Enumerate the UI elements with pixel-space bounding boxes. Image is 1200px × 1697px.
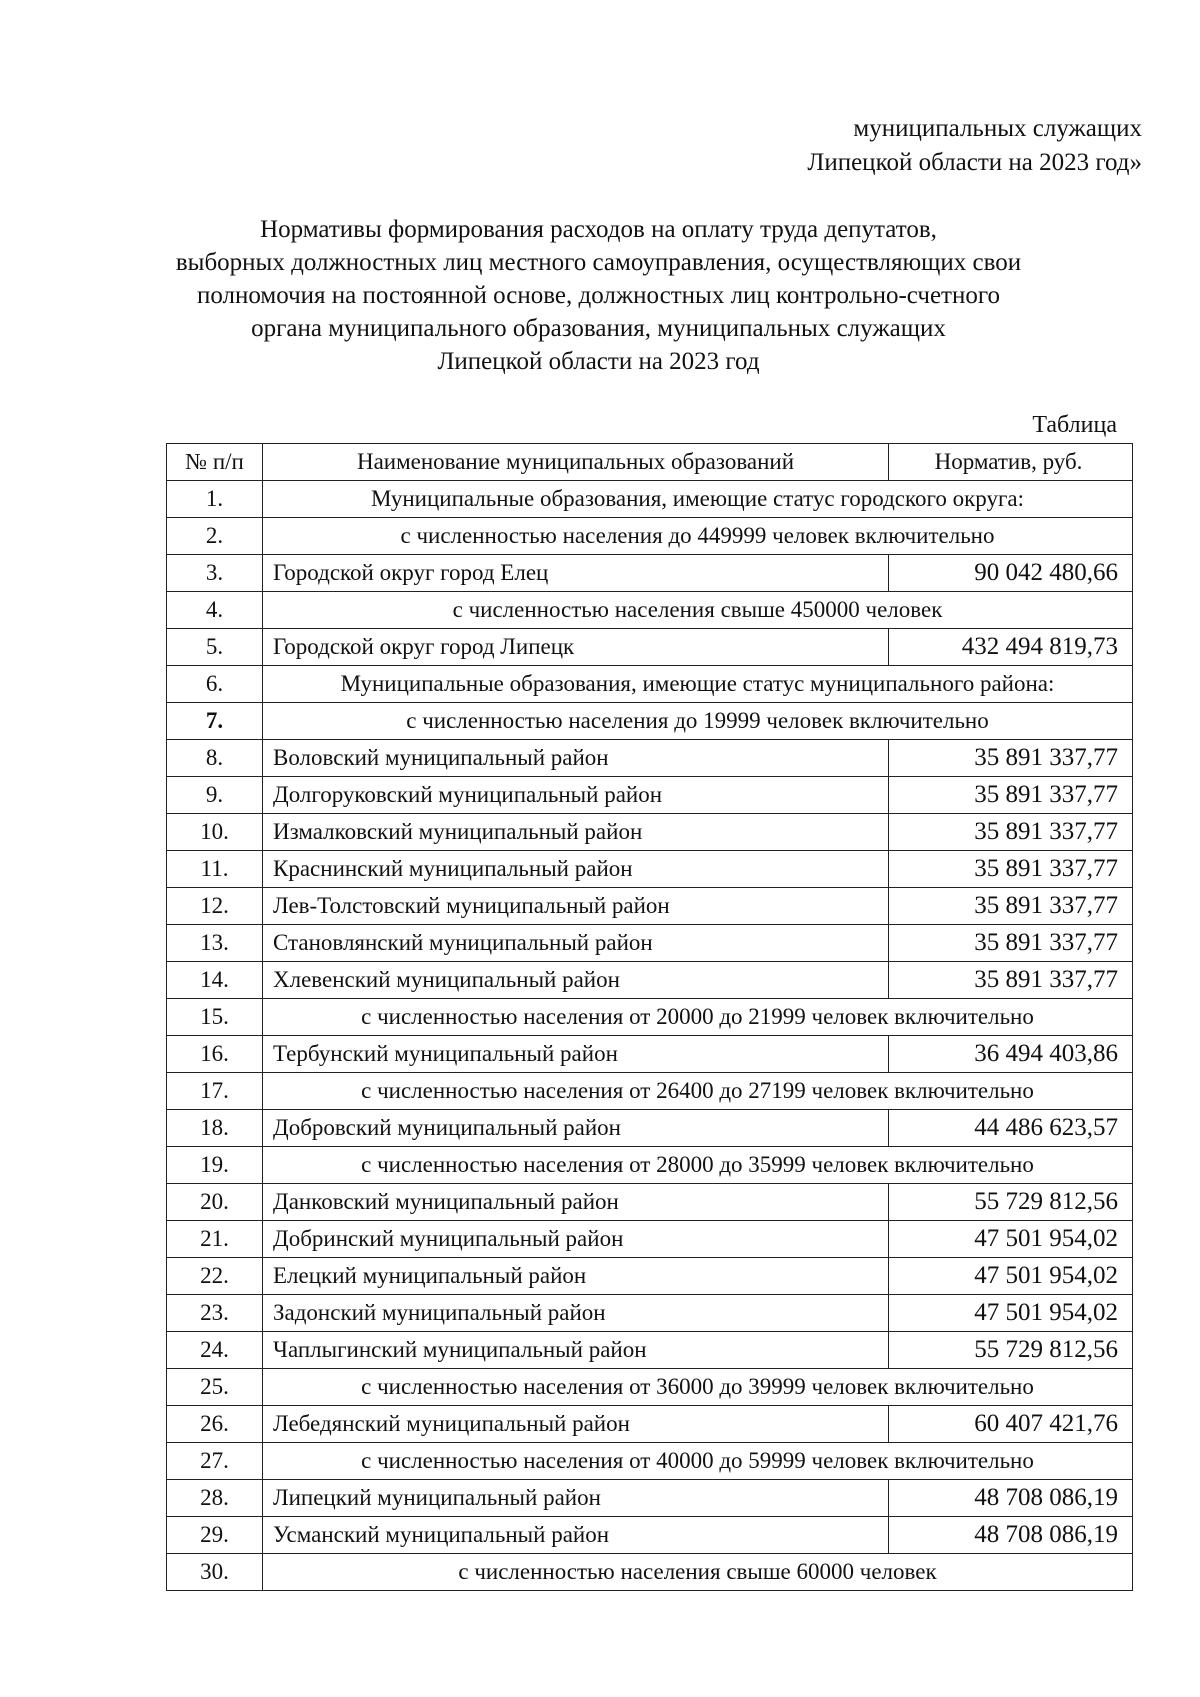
title-line-3: полномочия на постоянной основе, должностных лиц контрольно-счетного bbox=[197, 282, 1000, 309]
row-number: 1. bbox=[167, 481, 263, 518]
norm-value: 35 891 337,77 bbox=[889, 777, 1133, 814]
norm-value: 35 891 337,77 bbox=[889, 888, 1133, 925]
table-row bbox=[167, 1295, 1133, 1332]
municipality-name: Задонский муниципальный район bbox=[263, 1295, 889, 1332]
table-row bbox=[167, 962, 1133, 999]
row-number: 10. bbox=[167, 814, 263, 851]
municipality-name: Хлевенский муниципальный район bbox=[263, 962, 889, 999]
table-header-row bbox=[167, 444, 1133, 481]
table-row bbox=[167, 555, 1133, 592]
norm-value: 55 729 812,56 bbox=[889, 1184, 1133, 1221]
row-number: 24. bbox=[167, 1332, 263, 1369]
municipality-name: Тербунский муниципальный район bbox=[263, 1036, 889, 1073]
row-number: 14. bbox=[167, 962, 263, 999]
title-line-5: Липецкой области на 2023 год bbox=[437, 348, 760, 375]
row-number: 17. bbox=[167, 1073, 263, 1110]
norm-value: 60 407 421,76 bbox=[889, 1406, 1133, 1443]
title-line-4: органа муниципального образования, муниципальных служащих bbox=[251, 315, 946, 342]
municipality-name: Измалковский муниципальный район bbox=[263, 814, 889, 851]
table-row bbox=[167, 1258, 1133, 1295]
row-number: 3. bbox=[167, 555, 263, 592]
norm-value: 44 486 623,57 bbox=[889, 1110, 1133, 1147]
row-number: 5. bbox=[167, 629, 263, 666]
row-number: 23. bbox=[167, 1295, 263, 1332]
row-number: 9. bbox=[167, 777, 263, 814]
norm-value: 35 891 337,77 bbox=[889, 851, 1133, 888]
municipality-name: Краснинский муниципальный район bbox=[263, 851, 889, 888]
norm-value: 48 708 086,19 bbox=[889, 1517, 1133, 1554]
section-heading: с численностью населения от 40000 до 59999 человек включительно bbox=[263, 1443, 1133, 1480]
table-row bbox=[167, 1480, 1133, 1517]
norm-value: 47 501 954,02 bbox=[889, 1295, 1133, 1332]
table-row bbox=[167, 740, 1133, 777]
municipality-name: Лев-Толстовский муниципальный район bbox=[263, 888, 889, 925]
table-body bbox=[167, 481, 1133, 1591]
row-number: 12. bbox=[167, 888, 263, 925]
norm-value: 36 494 403,86 bbox=[889, 1036, 1133, 1073]
norm-value: 55 729 812,56 bbox=[889, 1332, 1133, 1369]
row-number: 18. bbox=[167, 1110, 263, 1147]
section-heading: с численностью населения от 28000 до 35999 человек включительно bbox=[263, 1147, 1133, 1184]
column-header-norm: Норматив, руб. bbox=[889, 444, 1133, 481]
table-label: Таблица bbox=[1032, 412, 1117, 438]
row-number: 11. bbox=[167, 851, 263, 888]
row-number: 20. bbox=[167, 1184, 263, 1221]
municipality-name: Добринский муниципальный район bbox=[263, 1221, 889, 1258]
municipality-name: Воловский муниципальный район bbox=[263, 740, 889, 777]
section-heading: с численностью населения до 449999 человек включительно bbox=[263, 518, 1133, 555]
municipality-name: Елецкий муниципальный район bbox=[263, 1258, 889, 1295]
row-number: 2. bbox=[167, 518, 263, 555]
section-row bbox=[167, 1554, 1133, 1591]
table-row bbox=[167, 851, 1133, 888]
section-heading: Муниципальные образования, имеющие статус городского округа: bbox=[263, 481, 1133, 518]
section-row bbox=[167, 518, 1133, 555]
norm-value: 90 042 480,66 bbox=[889, 555, 1133, 592]
row-number: 19. bbox=[167, 1147, 263, 1184]
section-row bbox=[167, 1443, 1133, 1480]
table-row bbox=[167, 1184, 1133, 1221]
norm-value: 35 891 337,77 bbox=[889, 740, 1133, 777]
norm-value: 48 708 086,19 bbox=[889, 1480, 1133, 1517]
municipality-name: Добровский муниципальный район bbox=[263, 1110, 889, 1147]
norm-value: 35 891 337,77 bbox=[889, 814, 1133, 851]
section-heading: с численностью населения до 19999 человек включительно bbox=[263, 703, 1133, 740]
section-heading: с численностью населения свыше 60000 человек bbox=[263, 1554, 1133, 1591]
row-number: 16. bbox=[167, 1036, 263, 1073]
header-line-2: Липецкой области на 2023 год» bbox=[807, 149, 1142, 176]
section-row bbox=[167, 592, 1133, 629]
row-number: 30. bbox=[167, 1554, 263, 1591]
row-number: 13. bbox=[167, 925, 263, 962]
municipality-name: Городской округ город Елец bbox=[263, 555, 889, 592]
table-row bbox=[167, 1110, 1133, 1147]
table-row bbox=[167, 888, 1133, 925]
row-number: 29. bbox=[167, 1517, 263, 1554]
row-number: 7. bbox=[167, 703, 263, 740]
municipality-name: Лебедянский муниципальный район bbox=[263, 1406, 889, 1443]
row-number: 6. bbox=[167, 666, 263, 703]
norm-value: 35 891 337,77 bbox=[889, 962, 1133, 999]
municipality-name: Усманский муниципальный район bbox=[263, 1517, 889, 1554]
municipality-name: Липецкий муниципальный район bbox=[263, 1480, 889, 1517]
section-heading: с численностью населения от 26400 до 27199 человек включительно bbox=[263, 1073, 1133, 1110]
norm-value: 432 494 819,73 bbox=[889, 629, 1133, 666]
title-line-2: выборных должностных лиц местного самоуправления, осуществляющих свои bbox=[175, 249, 1022, 276]
table-row bbox=[167, 1406, 1133, 1443]
norms-table bbox=[166, 443, 1133, 1591]
norm-value: 35 891 337,77 bbox=[889, 925, 1133, 962]
header-line-1: муниципальных служащих bbox=[853, 115, 1142, 142]
title-line-1: Нормативы формирования расходов на оплату труда депутатов, bbox=[260, 216, 937, 243]
table-row bbox=[167, 1332, 1133, 1369]
section-row bbox=[167, 666, 1133, 703]
table-row bbox=[167, 777, 1133, 814]
row-number: 26. bbox=[167, 1406, 263, 1443]
section-heading: с численностью населения от 36000 до 39999 человек включительно bbox=[263, 1369, 1133, 1406]
row-number: 4. bbox=[167, 592, 263, 629]
document-title bbox=[120, 213, 1077, 378]
column-header-number: № п/п bbox=[167, 444, 263, 481]
row-number: 27. bbox=[167, 1443, 263, 1480]
row-number: 8. bbox=[167, 740, 263, 777]
section-heading: Муниципальные образования, имеющие статус муниципального района: bbox=[263, 666, 1133, 703]
norm-value: 47 501 954,02 bbox=[889, 1258, 1133, 1295]
table-row bbox=[167, 629, 1133, 666]
municipality-name: Долгоруковский муниципальный район bbox=[263, 777, 889, 814]
header-right bbox=[542, 112, 1142, 180]
table-row bbox=[167, 1517, 1133, 1554]
municipality-name: Городской округ город Липецк bbox=[263, 629, 889, 666]
section-row bbox=[167, 1147, 1133, 1184]
section-row bbox=[167, 1369, 1133, 1406]
section-row bbox=[167, 1073, 1133, 1110]
municipality-name: Данковский муниципальный район bbox=[263, 1184, 889, 1221]
section-row bbox=[167, 703, 1133, 740]
table-row bbox=[167, 1036, 1133, 1073]
section-heading: с численностью населения от 20000 до 21999 человек включительно bbox=[263, 999, 1133, 1036]
norm-value: 47 501 954,02 bbox=[889, 1221, 1133, 1258]
table-row bbox=[167, 1221, 1133, 1258]
row-number: 28. bbox=[167, 1480, 263, 1517]
municipality-name: Чаплыгинский муниципальный район bbox=[263, 1332, 889, 1369]
section-row bbox=[167, 999, 1133, 1036]
table-row bbox=[167, 925, 1133, 962]
row-number: 22. bbox=[167, 1258, 263, 1295]
section-row bbox=[167, 481, 1133, 518]
column-header-name: Наименование муниципальных образований bbox=[263, 444, 889, 481]
row-number: 25. bbox=[167, 1369, 263, 1406]
table-row bbox=[167, 814, 1133, 851]
row-number: 15. bbox=[167, 999, 263, 1036]
municipality-name: Становлянский муниципальный район bbox=[263, 925, 889, 962]
row-number: 21. bbox=[167, 1221, 263, 1258]
section-heading: с численностью населения свыше 450000 человек bbox=[263, 592, 1133, 629]
